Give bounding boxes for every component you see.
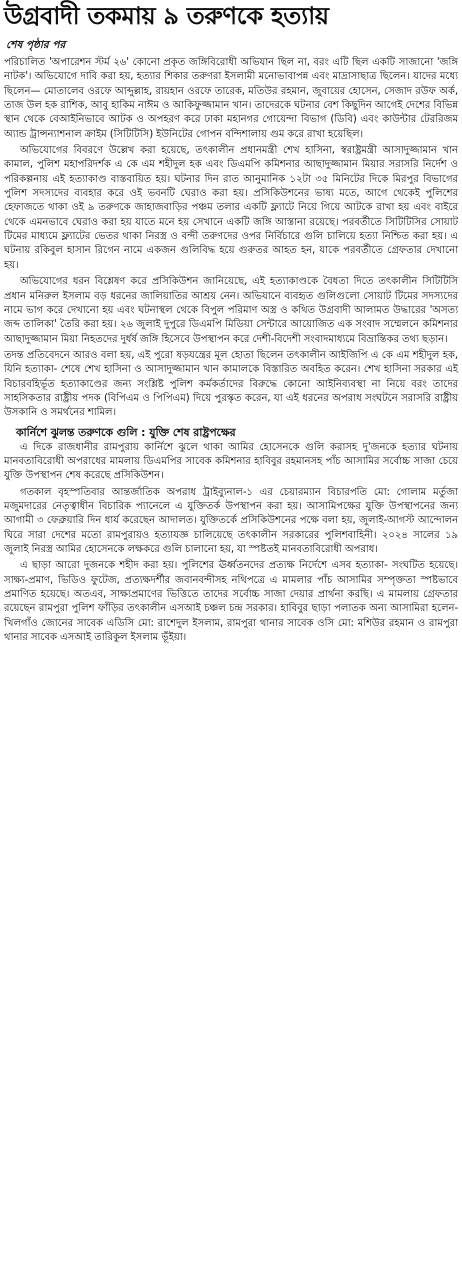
subheading: কার্নিশে ঝুলন্ত তরুণকে গুলি : যুক্তি শেষ রাষ্ট্রপক্ষের — [16, 425, 236, 439]
body-paragraph-2: অভিযোগের বিবরণে উল্লেখ করা হয়েছে, তৎকালীন প্রধানমন্ত্রী শেখ হাসিনা, স্বরাষ্ট্রমন্ত্রী আসাদুজ্জামান খান কামাল, পুলিশ মহাপরিদর্শক এ কে এম শহীদুল হক এবং ডিএমপি কমিশনার আছাদুজ্জামান মিয়ার সরাসরি নির্দেশ ও পরিকল্পনায় এই হত্যাকাণ্ড বাস্তবায়িত হয়। ঘটনার দিন রাত আনুমানিক ১২টা ৩৫ মিনিটের দিকে মিরপুর বিভাগের পুলিশ সদস্যদের ব্যবহার করে ওই ভবনটি ঘেরাও করা হয়। প্রসিকিউশনের ভাষ্য মতে, আগে থেকেই পুলিশের হেফাজতে থাকা ওই ৯ তরুণকে জাহাজবাড়ির পঞ্চম তলার একটি ফ্ল্যাটে নিয়ে গিয়ে আটকে রাখা হয় এবং বাইরে থেকে এমনভাবে ঘেরাও করা হয় যাতে মনে হয় সেখানে একটি জঙ্গি আস্তানা রয়েছে। পরবর্তীতে সিটিটিসির সোয়াট টিমের মাধ্যমে ফ্ল্যাটের ভেতর থাকা নিরস্ত্র ও বন্দী তরুণদের ওপর নির্বিচারে গুলি চালিয়ে হত্যা নিশ্চিত করা হয়। এ ঘটনায় রকিবুল হাসান রিগেন নামে একজন গুলিবিদ্ধ হয়ে গুরুতর আহত হন, যাকে পরবর্তীতে গ্রেফতার দেখানো হয়। — [4, 145, 458, 271]
body-paragraph-1: পরিচালিত 'অপারেশন স্টর্ম ২৬' কোনো প্রকৃত জঙ্গিবিরোধী অভিযান ছিল না, বরং এটি ছিল একটি সাজানো 'জঙ্গি নাটক'। অভিযোগে দাবি করা হয়, হত্যার শিকার তরুণরা ইসলামী মনোভাবাপন্ন এবং মাদ্রাসাছাত্র ছিলেন। যাদের মধ্যে ছিলেন— মোতালেব ওরফে আব্দুল্লাহ, রায়হান ওরফে তারেক, মতিউর রহমান, জুবায়ের হোসেন, সেজাদ রউফ অর্ক, তাজ উল হক রাশিক, আবু হাকিম নাঈম ও আকিফুজ্জামান খান। তাদেরকে ঘটনার বেশ কিছুদিন আগেই দেশের বিভিন্ন স্থান থেকে বেআইনিভাবে আটক ও অপহরণ করে ঢাকা মহানগর গোয়েন্দা বিভাগ (ডিবি) এবং কাউন্টার টেররিজম অ্যান্ড ট্রান্সন্যাশনাল ক্রাইম (সিটিটিসি) ইউনিটের গোপন বন্দিশালায় গুম করে রাখা হয়েছিল। — [4, 57, 458, 140]
body-paragraph-3: অভিযোগের ধরন বিশ্লেষণ করে প্রসিকিউশন জানিয়েছে, এই হত্যাকাণ্ডকে বৈধতা দিতে তৎকালীন সিটিটিসি প্রধান মনিরুল ইসলাম বড় ধরনের জালিয়াতির আশ্রয় নেন। অভিযানে ব্যবহৃত গুলিগুলো সোয়াট টিমের সদস্যদের নামে ভাগ করে দেখানো হয় এবং ঘটনাস্থল থেকে বিপুল পরিমাণ অস্ত্র ও কথিত উগ্রবাদী আলামত উদ্ধারের 'অসত্য জব্দ তালিকা' তৈরি করা হয়। ২৬ জুলাই দুপুরে ডিএমপি মিডিয়া সেন্টারে আয়োজিত এক সংবাদ সম্মেলনে কমিশনার আছাদুজ্জামান মিয়া নিহতদের দুর্ধর্ষ জঙ্গি হিসেবে উপস্থাপন করে দেশী-বিদেশী সংবাদমাধ্যমে বিভ্রান্তিকর তথ্য ছড়ান। — [4, 276, 458, 345]
headline: উগ্রবাদী তকমায় ৯ তরুণকে হত্যায় — [4, 2, 329, 30]
news-article — [0, 1, 462, 645]
continued-label: শেষ পৃষ্ঠার পর — [6, 39, 66, 51]
body-paragraph-7: এ ছাড়া আরো দুজনকে শহীদ করা হয়। পুলিশের ঊর্ধ্বতনদের প্রত্যক্ষ নির্দেশে এসব হত্যাকা- সংঘটিত হয়েছে। সাক্ষ্য-প্রমাণ, ভিডিও ফুটেজ, প্রত্যক্ষদর্শীর জবানবন্দীসহ নথিপত্রে এ মামলার পাঁচ আসামির সম্পৃক্ততা স্পষ্টভাবে প্রমাণিত হয়েছে। অতএব, সাক্ষ্যপ্রমাণের ভিত্তিতে তাদের সর্বোচ্চ সাজা দেয়ার প্রার্থনা করছি। এ মামলায় গ্রেফতার রয়েছেন রামপুরা পুলিশ ফাঁড়ির তৎকালীন এসআই চঞ্চল চন্দ্র সরকার। হাবিবুর ছাড়া পলাতক অন্য আসামিরা হলেন- খিলগাঁও জোনের সাবেক এডিসি মো: রাশেদুল ইসলাম, রামপুরা থানার সাবেক ওসি মো: মশিউর রহমান ও রামপুরা থানার সাবেক এসআই তারিকুল ইসলাম ভূঁইয়া। — [4, 560, 458, 644]
body-paragraph-4: তদন্ত প্রতিবেদনে আরও বলা হয়, এই পুরো ষড়যন্ত্রের মূল হোতা ছিলেন তৎকালীন আইজিপি এ কে এম শহীদুল হক, যিনি হত্যাকা- শেষে শেখ হাসিনা ও আসাদুজ্জামান খান কামালকে বিস্তারিত অবহিত করেন। শেখ হাসিনা সরকার এই বিচারবহির্ভূত হত্যাকাণ্ডের জন্য সংশ্লিষ্ট পুলিশ কর্মকর্তাদের বিরুদ্ধে কোনো আইনিব্যবস্থা না নিয়ে বরং তাদের সাহসিকতার রাষ্ট্রীয় পদক (বিপিএম ও পিপিএম) দিয়ে পুরস্কৃত করেন, যা এই ধরনের অপরাধ সংঘটনে সরাসরি রাষ্ট্রীয় উসকানি ও সমর্থনের শামিল। — [4, 349, 458, 419]
body-paragraph-6: গতকাল বৃহস্পতিবার আন্তর্জাতিক অপরাধ ট্রাইব্যুনাল-১ এর চেয়ারম্যান বিচারপতি মো: গোলাম মর্তুজা মজুমদারের নেতৃত্বাধীন বিচারিক প্যানেলে এ যুক্তিতর্ক উপস্থাপন করা হয়। আসামিপক্ষের যুক্তি উপস্থাপনের জন্য আগামী ৩ ফেব্রুয়ারি দিন ধার্য করেছেন আদালত। যুক্তিতর্কে প্রসিকিউশনের পক্ষে বলা হয়, জুলাই-আগস্ট আন্দোলন ঘিরে সারা দেশের মতো রামপুরায়ও হত্যাযজ্ঞ চালিয়েছে তৎকালীন সরকারের পুলিশবাহিনী। ২০২৪ সালের ১৯ জুলাই নিরস্ত্র আমির হোসেনকে লক্ষকরে গুলি চালানো হয়, যা স্পষ্টতই মানবতাবিরোধী অপরাধ। — [4, 486, 458, 555]
body-paragraph-5: এ দিকে রাজধানীর রামপুরায় কার্নিশে ঝুলে থাকা আমির হোসেনকে গুলি করাসহ দু'জনকে হত্যার ঘটনায় মানবতাবিরোধী অপরাধের মামলায় ডিএমপির সাবেক কমিশনার হাবিবুর রহমানসহ পাঁচ আসামির সর্বোচ্চ সাজা চেয়ে যুক্তি উপস্থাপন শেষ করেছে প্রসিকিউশন। — [4, 441, 458, 482]
